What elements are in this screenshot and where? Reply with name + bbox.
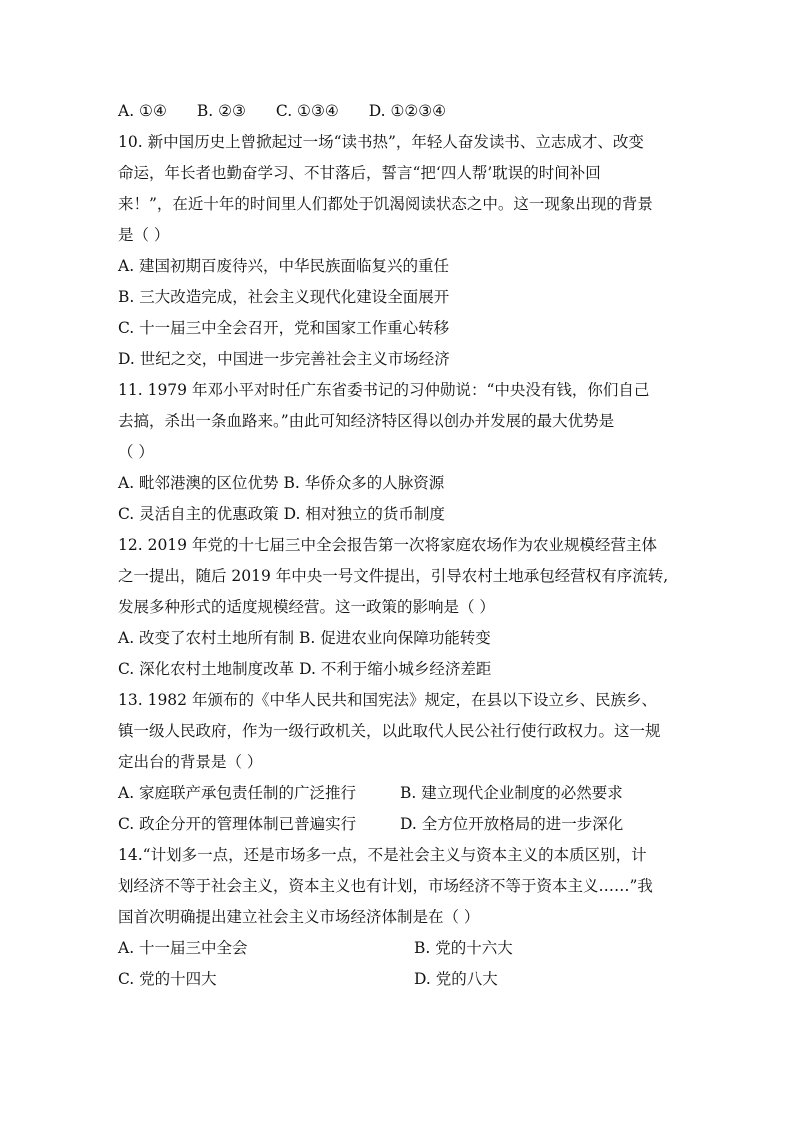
q14-options-row [118,964,676,995]
q11-stem-line: （ ） [118,443,154,461]
q9-option-a: A. ①④ [118,102,167,120]
q14-stem-line: 14.“计划多一点，还是市场多一点，不是社会主义与资本主义的本质区别，计 [118,846,647,864]
q10-stem-line: 来！”，在近十年的时间里人们都处于饥渴阅读状态之中。这一现象出现的背景 [118,195,653,213]
q13-option-b: B. 建立现代企业制度的必然要求 [400,784,623,802]
q9-option-b: B. ②③ [196,102,246,120]
q14-option-a: A. 十一届三中全会 [118,939,248,957]
q14-option-b: B. 党的十六大 [414,939,513,957]
q13-stem-line: 镇一级人民政府，作为一级行政机关，以此取代人民公社行使行政权力。这一规 [118,722,661,740]
q12-stem-line: 之一提出，随后 2019 年中央一号文件提出，引导农村土地承包经营权有序流转, [118,567,669,585]
q10-option-a: A. 建国初期百废待兴，中华民族面临复兴的重任 [118,257,450,275]
q12-stem-line: 发展多种形式的适度规模经营。这一政策的影响是（ ） [118,598,495,616]
question-14 [118,840,676,995]
q13-option-a: A. 家庭联产承包责任制的广泛推行 [118,784,357,802]
q13-stem-line: 定出台的背景是（ ） [118,753,263,771]
q10-stem-line: 命运，年长者也勤奋学习、不甘落后，誓言“把‘四人帮’耽误的时间补回 [118,164,601,182]
q12-options-ab: A. 改变了农村土地所有制 B. 促进农业向保障功能转变 [118,629,491,647]
q14-stem-line: 划经济不等于社会主义，资本主义也有计划，市场经济不等于资本主义……”我 [118,877,653,895]
q14-option-d: D. 党的八大 [414,970,498,988]
q10-stem-line: 是（ ） [118,226,170,244]
q14-options-row [118,933,676,964]
exam-page [118,96,676,995]
q10-option-c: C. 十一届三中全会召开，党和国家工作重心转移 [118,319,450,337]
q12-options-cd: C. 深化农村土地制度改革 D. 不利于缩小城乡经济差距 [118,660,492,678]
q13-options-row [118,778,676,809]
q11-options-ab: A. 毗邻港澳的区位优势 B. 华侨众多的人脉资源 [118,474,445,492]
q13-stem-line: 13. 1982 年颁布的《中华人民共和国宪法》规定，在县以下设立乡、民族乡、 [118,691,657,709]
q10-option-b: B. 三大改造完成，社会主义现代化建设全面展开 [118,288,450,306]
q11-stem-line: 11. 1979 年邓小平对时任广东省委书记的习仲勋说：“中央没有钱，你们自己 [118,381,650,399]
q11-options-cd: C. 灵活自主的优惠政策 D. 相对独立的货币制度 [118,505,445,523]
q14-option-c: C. 党的十四大 [118,970,217,988]
q9-option-d: D. ①②③④ [368,102,447,120]
q10-stem-line: 10. 新中国历史上曾掀起过一场“读书热”，年轻人奋发读书、立志成才、改变 [118,133,644,151]
q10-option-d: D. 世纪之交，中国进一步完善社会主义市场经济 [118,350,450,368]
q12-stem-line: 12. 2019 年党的十七届三中全会报告第一次将家庭农场作为农业规模经营主体 [118,536,657,554]
q13-options-row [118,809,676,840]
question-11 [118,375,676,530]
question-10 [118,127,676,375]
q9-option-c: C. ①③④ [275,102,339,120]
q13-option-d: D. 全方位开放格局的进一步深化 [400,815,624,833]
question-13 [118,685,676,840]
q13-option-c: C. 政企分开的管理体制已普遍实行 [118,815,357,833]
q9-options [118,96,676,127]
question-12 [118,530,676,685]
q11-stem-line: 去搞，杀出一条血路来。”由此可知经济特区得以创办并发展的最大优势是 [118,412,615,430]
q14-stem-line: 国首次明确提出建立社会主义市场经济体制是在（ ） [118,908,480,926]
